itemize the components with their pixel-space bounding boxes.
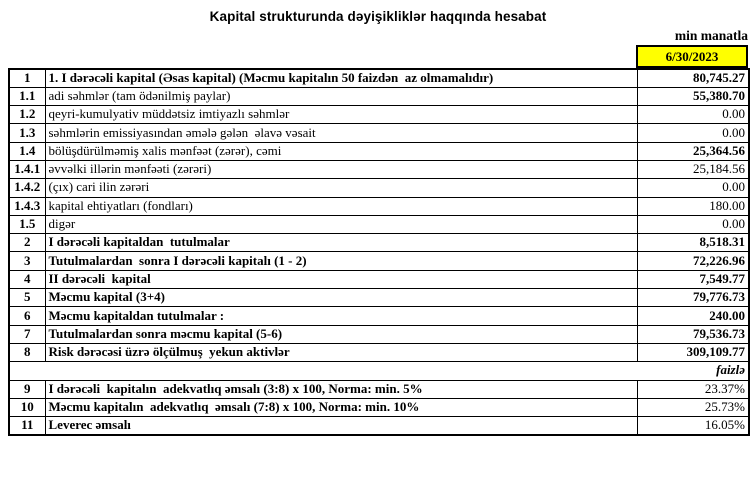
table-row (9, 124, 749, 142)
table-row (9, 270, 749, 288)
row-value-cell: 55,380.70 (637, 87, 749, 105)
row-value-cell: 0.00 (637, 179, 749, 197)
table-row (9, 69, 749, 87)
table-row (9, 252, 749, 270)
row-number-cell: 4 (9, 270, 45, 288)
table-row (9, 215, 749, 233)
row-label-cell: digər (45, 215, 637, 233)
table-row (9, 234, 749, 252)
table-row (9, 398, 749, 416)
row-value-cell: 25,184.56 (637, 160, 749, 178)
row-number-cell: 1.3 (9, 124, 45, 142)
capital-structure-table (8, 68, 750, 436)
row-label-cell: Tutulmalardan sonra məcmu kapital (5-6) (45, 325, 637, 343)
row-label-cell: səhmlərin emissiyasından əmələ gələn əlavə vəsait (45, 124, 637, 142)
row-number-cell: 1.4.1 (9, 160, 45, 178)
row-label-cell: əvvəlki illərin mənfəəti (zərəri) (45, 160, 637, 178)
percent-separator-row (9, 362, 749, 380)
capital-table-body (9, 69, 749, 435)
table-row (9, 325, 749, 343)
table-row (9, 307, 749, 325)
row-label-cell: Məcmu kapitaldan tutulmalar : (45, 307, 637, 325)
row-value-cell: 80,745.27 (637, 69, 749, 87)
row-value-cell: 79,536.73 (637, 325, 749, 343)
row-label-cell: I dərəcəli kapitalın adekvatlıq əmsalı (3:8) x 100, Norma: min. 5% (45, 380, 637, 398)
row-label-cell: bölüşdürülməmiş xalis mənfəət (zərər), cəmi (45, 142, 637, 160)
row-value-cell: 8,518.31 (637, 234, 749, 252)
row-label-cell: adi səhmlər (tam ödənilmiş paylar) (45, 87, 637, 105)
row-label-cell: Risk dərəcəsi üzrə ölçülmuş yekun aktivlər (45, 343, 637, 361)
date-header-cell: 6/30/2023 (636, 45, 748, 68)
table-row (9, 106, 749, 124)
row-number-cell: 1.4 (9, 142, 45, 160)
row-value-cell: 72,226.96 (637, 252, 749, 270)
table-row (9, 417, 749, 435)
row-value-cell: 0.00 (637, 215, 749, 233)
row-value-cell: 7,549.77 (637, 270, 749, 288)
row-number-cell: 1.5 (9, 215, 45, 233)
row-value-cell: 240.00 (637, 307, 749, 325)
row-label-cell: qeyri-kumulyativ müddətsiz imtiyazlı səhmlər (45, 106, 637, 124)
table-row (9, 343, 749, 361)
row-value-cell: 309,109.77 (637, 343, 749, 361)
row-value-cell: 23.37% (637, 380, 749, 398)
row-label-cell: kapital ehtiyatları (fondları) (45, 197, 637, 215)
table-row (9, 179, 749, 197)
row-value-cell: 16.05% (637, 417, 749, 435)
row-number-cell: 7 (9, 325, 45, 343)
row-number-cell: 8 (9, 343, 45, 361)
row-number-cell: 3 (9, 252, 45, 270)
row-label-cell: 1. I dərəcəli kapital (Əsas kapital) (Məcmu kapitalın 50 faizdən az olmamalıdır) (45, 69, 637, 87)
row-value-cell: 0.00 (637, 106, 749, 124)
page-title: Kapital strukturunda dəyişikliklər haqqında hesabat (209, 9, 547, 24)
row-label-cell: II dərəcəli kapital (45, 270, 637, 288)
row-number-cell: 1.4.2 (9, 179, 45, 197)
row-label-cell: Məcmu kapital (3+4) (45, 289, 637, 307)
row-number-cell: 1.1 (9, 87, 45, 105)
row-number-cell: 10 (9, 398, 45, 416)
row-number-cell: 9 (9, 380, 45, 398)
row-label-cell: (çıx) cari ilin zərəri (45, 179, 637, 197)
row-value-cell: 25,364.56 (637, 142, 749, 160)
row-number-cell: 1 (9, 69, 45, 87)
row-number-cell: 1.2 (9, 106, 45, 124)
row-number-cell: 1.4.3 (9, 197, 45, 215)
row-number-cell: 2 (9, 234, 45, 252)
row-value-cell: 79,776.73 (637, 289, 749, 307)
row-label-cell: Leverec əmsalı (45, 417, 637, 435)
table-row (9, 160, 749, 178)
table-row (9, 197, 749, 215)
unit-label: min manatla (674, 28, 748, 43)
table-row (9, 289, 749, 307)
table-row (9, 87, 749, 105)
row-number-cell: 5 (9, 289, 45, 307)
row-label-cell: Tutulmalardan sonra I dərəcəli kapitalı (1 - 2) (45, 252, 637, 270)
table-row (9, 142, 749, 160)
percent-unit-label: faizlə (9, 362, 749, 380)
row-value-cell: 25.73% (637, 398, 749, 416)
row-label-cell: Məcmu kapitalın adekvatlıq əmsalı (7:8) x 100, Norma: min. 10% (45, 398, 637, 416)
row-label-cell: I dərəcəli kapitaldan tutulmalar (45, 234, 637, 252)
row-value-cell: 180.00 (637, 197, 749, 215)
row-value-cell: 0.00 (637, 124, 749, 142)
row-number-cell: 11 (9, 417, 45, 435)
table-row (9, 380, 749, 398)
row-number-cell: 6 (9, 307, 45, 325)
